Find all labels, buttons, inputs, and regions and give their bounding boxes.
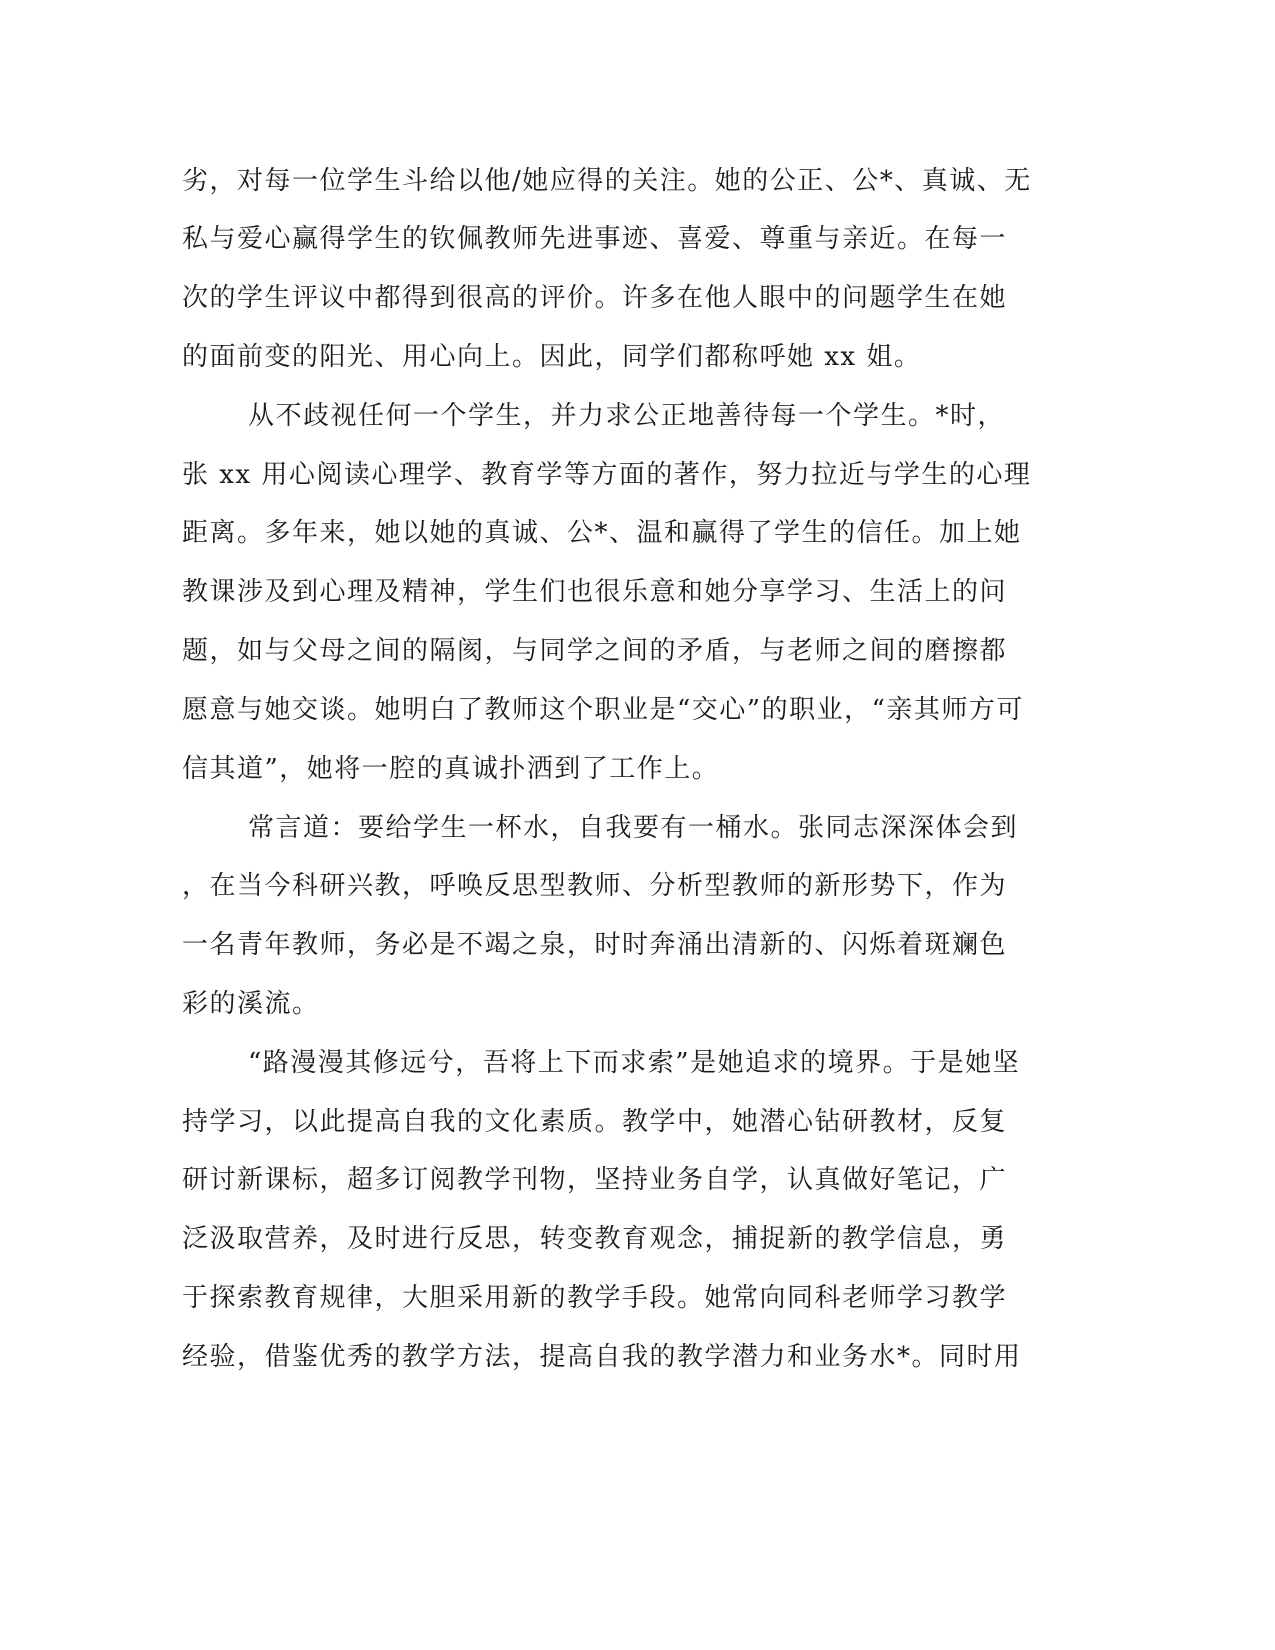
text-line: 劣，对每一位学生斗给以他/她应得的关注。她的公正、公*、真诚、无 (182, 166, 1032, 196)
text-line: 私与爱心赢得学生的钦佩教师先进事迹、喜爱、尊重与亲近。在每一 (182, 224, 1008, 254)
text-line: 题，如与父母之间的隔阂，与同学之间的矛盾，与老师之间的磨擦都 (182, 636, 1008, 666)
text-line: 张 xx 用心阅读心理学、教育学等方面的著作，努力拉近与学生的心理 (182, 460, 1032, 490)
text-line: 的面前变的阳光、用心向上。因此，同学们都称呼她 xx 姐。 (182, 342, 922, 372)
text-line: 距离。多年来，她以她的真诚、公*、温和赢得了学生的信任。加上她 (182, 518, 1022, 548)
text-line: ，在当今科研兴教，呼唤反思型教师、分析型教师的新形势下，作为 (182, 871, 1008, 901)
text-line: 于探索教育规律，大胆采用新的教学手段。她常向同科老师学习教学 (182, 1283, 1008, 1313)
text-line: 愿意与她交谈。她明白了教师这个职业是“交心”的职业，“亲其师方可 (182, 695, 1024, 725)
text-line: 持学习，以此提高自我的文化素质。教学中，她潜心钻研教材，反复 (182, 1107, 1008, 1137)
text-line: 彩的溪流。 (182, 989, 320, 1019)
text-line: 经验，借鉴优秀的教学方法，提高自我的教学潜力和业务水*。同时用 (182, 1342, 1022, 1372)
text-line: 从不歧视任何一个学生，并力求公正地善待每一个学生。*时， (248, 401, 1006, 431)
text-line: 常言道：要给学生一杯水，自我要有一桶水。张同志深深体会到 (248, 813, 1019, 843)
text-line: 泛汲取营养，及时进行反思，转变教育观念，捕捉新的教学信息，勇 (182, 1224, 1008, 1254)
text-line: 教课涉及到心理及精神，学生们也很乐意和她分享学习、生活上的问 (182, 577, 1008, 607)
text-line: 研讨新课标，超多订阅教学刊物，坚持业务自学，认真做好笔记，广 (182, 1165, 1008, 1195)
text-line: 次的学生评议中都得到很高的评价。许多在他人眼中的问题学生在她 (182, 283, 1008, 313)
text-line: 一名青年教师，务必是不竭之泉，时时奔涌出清新的、闪烁着斑斓色 (182, 930, 1008, 960)
text-line: 信其道”，她将一腔的真诚扑洒到了工作上。 (182, 754, 720, 784)
text-line: “路漫漫其修远兮，吾将上下而求索”是她追求的境界。于是她坚 (248, 1048, 1021, 1078)
